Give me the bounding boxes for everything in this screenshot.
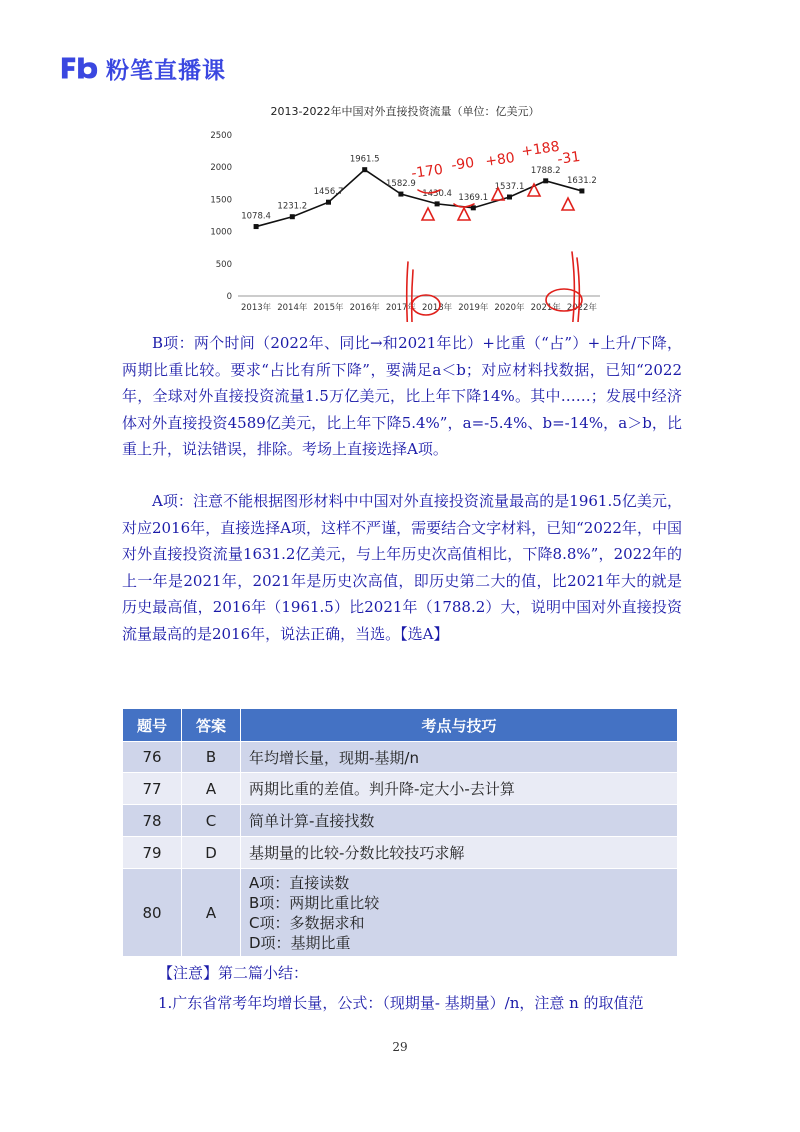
x-tick-label: 2015年 bbox=[313, 303, 344, 313]
data-label: 1631.2 bbox=[567, 175, 597, 186]
data-point bbox=[362, 167, 367, 172]
handwritten-triangle-2022 bbox=[562, 198, 574, 210]
data-label: 1231.2 bbox=[277, 201, 308, 212]
answer-summary-table bbox=[122, 708, 678, 957]
tip-text: 简单计算-直接找数 bbox=[241, 805, 678, 837]
paragraph-text: B项：两个时间（2022年、同比→和2021年比）+比重（“占”）+上升/下降，两期比重比较。要求“占比有所下降”，要满足a＜b；对应材料找数据，已知“2022年，全球对外直接投资流量1.5万亿美元，比上年下降14%。其中……；发展中经济体对外直接投资4589亿美元，比上年下降5.4%”，a=-5.4%、b=-14%，a＞b，比重上升，说法错误，排除。考场上直接选择A项。 bbox=[122, 334, 682, 458]
fb-logo-icon bbox=[60, 54, 100, 82]
table-row bbox=[123, 742, 678, 773]
data-point bbox=[398, 192, 403, 197]
note-heading: 【注意】第二篇小结： bbox=[158, 964, 309, 982]
x-tick-label: 2022年 bbox=[566, 303, 597, 313]
y-tick-label: 2500 bbox=[210, 131, 232, 141]
paragraph-b-analysis bbox=[122, 330, 682, 463]
y-tick-label: 500 bbox=[215, 259, 232, 270]
x-tick-label: 2021年 bbox=[530, 303, 561, 313]
data-point bbox=[507, 195, 512, 200]
question-number: 77 bbox=[123, 773, 182, 805]
data-label: 1369.1 bbox=[458, 192, 489, 203]
data-point bbox=[435, 201, 440, 206]
tip-list bbox=[241, 869, 678, 957]
brand-name: 粉笔直播课 bbox=[106, 57, 226, 84]
x-tick-label: 2017年 bbox=[385, 303, 416, 313]
paragraph-a-analysis bbox=[122, 488, 682, 647]
header-tips: 考点与技巧 bbox=[241, 709, 678, 742]
table-row bbox=[123, 773, 678, 805]
data-label: 1456.7 bbox=[313, 187, 344, 198]
handwritten-triangle-2018 bbox=[422, 208, 434, 220]
table-row bbox=[123, 805, 678, 837]
paragraph-text: A项：注意不能根据图形材料中中国对外直接投资流量最高的是1961.5亿美元，对应2016年，直接选择A项，这样不严谨，需要结合文字材料，已知“2022年，中国对外直接投资流量1631.2亿美元，与上年历史次高值相比，下降8.8%”，2022年的上一年是2021年，2021年是历史次高值，即历史第二大的值，比2021年大的就是历史最高值，2016年（1961.5）比2021年（1788.2）大，说明中国对外直接投资流量最高的是2016年，说法正确，当选。【选A】 bbox=[122, 492, 682, 643]
y-tick-label: 2000 bbox=[210, 163, 232, 174]
question-number: 76 bbox=[123, 742, 182, 773]
tip-line: B项：两期比重比较 bbox=[249, 893, 380, 912]
handwritten-note-5: -31 bbox=[556, 148, 582, 168]
handwritten-bracket-left bbox=[407, 262, 414, 322]
x-tick-label: 2018年 bbox=[422, 303, 453, 313]
data-label: 1430.4 bbox=[422, 188, 452, 199]
data-label: 1582.9 bbox=[386, 179, 416, 190]
line-chart bbox=[200, 100, 610, 322]
data-label: 1788.2 bbox=[530, 165, 561, 176]
table-row bbox=[123, 837, 678, 869]
page-number: 29 bbox=[392, 1040, 408, 1054]
data-label: 1078.4 bbox=[241, 211, 271, 222]
tip-line: A项：直接读数 bbox=[249, 873, 350, 892]
answer-letter: D bbox=[182, 837, 241, 869]
x-tick-label: 2014年 bbox=[277, 303, 308, 313]
handwritten-triangle-2019 bbox=[458, 208, 470, 220]
y-tick-label: 0 bbox=[226, 292, 232, 302]
handwritten-note-1: -170 bbox=[410, 161, 445, 182]
handwritten-circle-2022 bbox=[546, 289, 582, 311]
x-tick-label: 2016年 bbox=[349, 303, 380, 313]
tip-line: D项：基期比重 bbox=[249, 933, 351, 952]
header-answer: 答案 bbox=[182, 709, 241, 742]
data-point bbox=[543, 178, 548, 183]
question-number: 79 bbox=[123, 837, 182, 869]
y-tick-label: 1000 bbox=[210, 227, 232, 238]
data-point bbox=[579, 188, 584, 193]
chart-canvas bbox=[200, 100, 610, 322]
tip-text: 年均增长量，现期-基期/n bbox=[241, 742, 678, 773]
answer-letter: C bbox=[182, 805, 241, 837]
answer-letter: A bbox=[182, 773, 241, 805]
question-number: 78 bbox=[123, 805, 182, 837]
tip-text: 基期量的比较-分数比较技巧求解 bbox=[241, 837, 678, 869]
brand-logo bbox=[60, 48, 226, 88]
summary-line-1: 1.广东省常考年均增长量，公式：（现期量- 基期量）/n，注意 n 的取值范 bbox=[158, 994, 644, 1012]
data-point bbox=[471, 205, 476, 210]
data-label: 1537.1 bbox=[494, 182, 525, 193]
x-tick-label: 2013年 bbox=[241, 303, 272, 313]
question-number: 80 bbox=[123, 869, 182, 957]
tip-line: C项：多数据求和 bbox=[249, 913, 365, 932]
data-point bbox=[326, 200, 331, 205]
handwritten-note-2: -90 bbox=[450, 154, 476, 174]
x-tick-label: 2019年 bbox=[458, 303, 489, 313]
data-label: 1961.5 bbox=[349, 154, 380, 165]
table-row bbox=[123, 869, 678, 957]
header-number: 题号 bbox=[123, 709, 182, 742]
table-header-row bbox=[123, 709, 678, 742]
y-tick-label: 1500 bbox=[210, 195, 232, 206]
tip-text: 两期比重的差值。判升降-定大小-去计算 bbox=[241, 773, 678, 805]
handwritten-note-3: +80 bbox=[484, 150, 516, 170]
chart-title: 2013-2022年中国对外直接投资流量（单位：亿美元） bbox=[270, 105, 540, 118]
data-point bbox=[254, 224, 259, 229]
x-tick-label: 2020年 bbox=[494, 303, 525, 313]
answer-letter: A bbox=[182, 869, 241, 957]
handwritten-note-4: +188 bbox=[520, 138, 561, 160]
answer-letter: B bbox=[182, 742, 241, 773]
data-point bbox=[290, 214, 295, 219]
